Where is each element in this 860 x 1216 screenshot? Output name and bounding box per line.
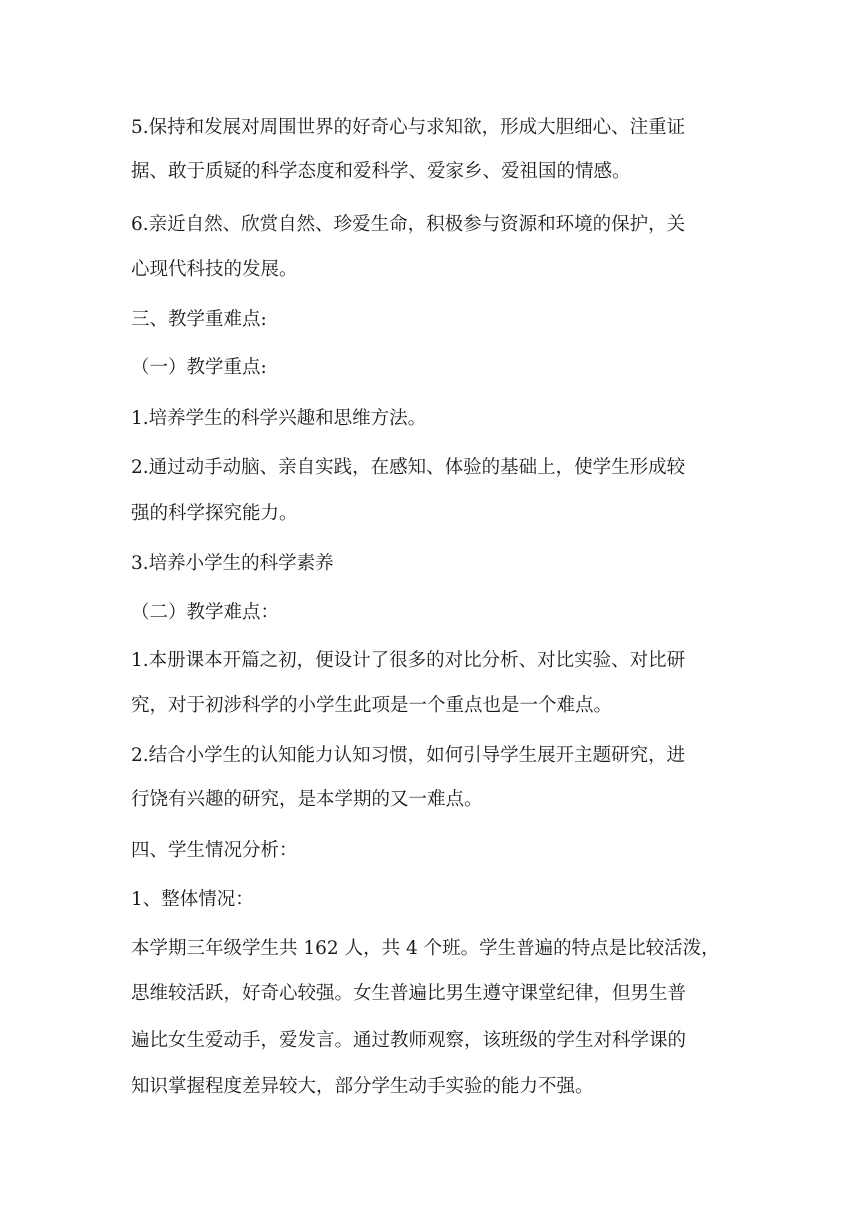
text-line: 行饶有兴趣的研究，是本学期的又一难点。 (131, 789, 483, 810)
text-line: 本学期三年级学生共 162 人，共 4 个班。学生普遍的特点是比较活泼， (131, 938, 720, 959)
text-line: 知识掌握程度差异较大，部分学生动手实验的能力不强。 (131, 1076, 594, 1097)
text-line: 3.培养小学生的科学素养 (131, 553, 334, 574)
text-line: 强的科学探究能力。 (131, 503, 298, 524)
subsection-heading: 1、整体情况： (131, 889, 254, 910)
text-line: 究，对于初涉科学的小学生此项是一个重点也是一个难点。 (131, 695, 613, 716)
text-line: 据、敢于质疑的科学态度和爱科学、爱家乡、爱祖国的情感。 (131, 161, 631, 182)
text-line: 2.通过动手动脑、亲自实践，在感知、体验的基础上，使学生形成较 (131, 457, 686, 478)
text-line: 思维较活跃，好奇心较强。女生普遍比男生遵守课堂纪律，但男生普 (131, 983, 687, 1004)
section-heading: 三、教学重难点: (131, 309, 267, 330)
text-line: 1.本册课本开篇之初，便设计了很多的对比分析、对比实验、对比研 (131, 650, 686, 671)
text-line: 5.保持和发展对周围世界的好奇心与求知欲，形成大胆细心、注重证 (131, 117, 686, 138)
section-heading: 四、学生情况分析： (131, 840, 298, 861)
subsection-heading: （二）教学难点： (131, 602, 280, 623)
text-line: 遍比女生爱动手，爱发言。通过教师观察，该班级的学生对科学课的 (131, 1030, 687, 1051)
text-line: 2.结合小学生的认知能力认知习惯，如何引导学生展开主题研究，进 (131, 745, 686, 766)
text-line: 心现代科技的发展。 (131, 259, 298, 280)
text-line: 1.培养学生的科学兴趣和思维方法。 (131, 408, 427, 429)
subsection-heading: （一）教学重点: (131, 357, 267, 378)
text-line: 6.亲近自然、欣赏自然、珍爱生命，积极参与资源和环境的保护，关 (131, 214, 686, 235)
